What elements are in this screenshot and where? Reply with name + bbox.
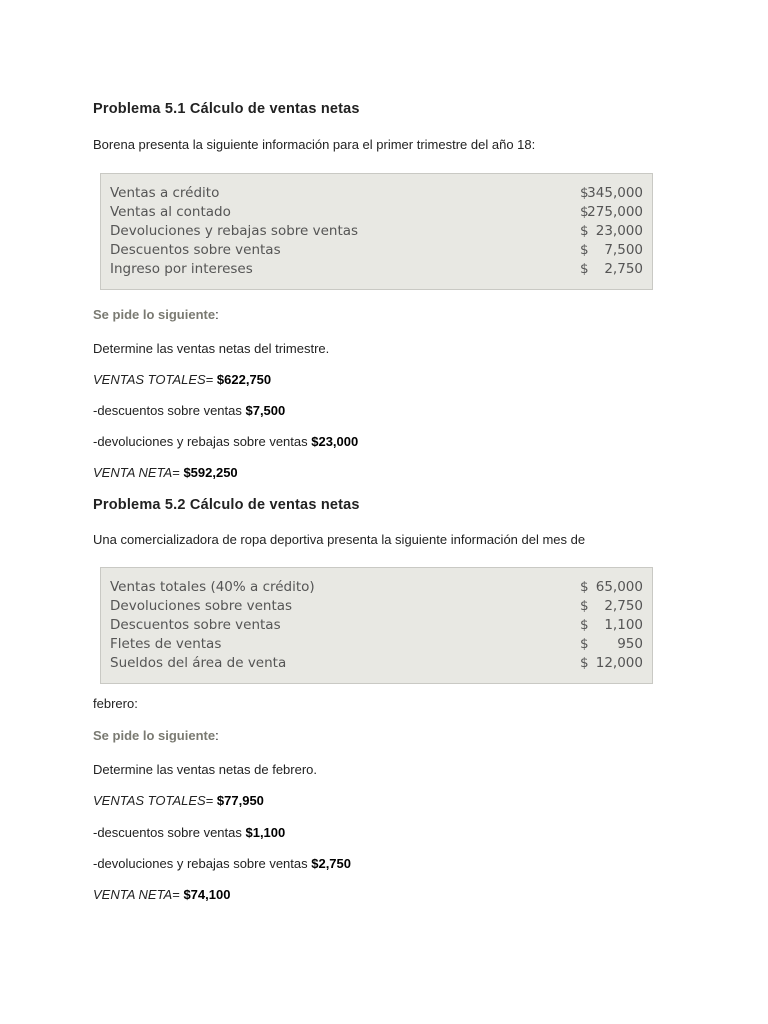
row-currency: $ [580, 636, 589, 652]
totales-value: $77,950 [216, 793, 264, 808]
equals-sign: = [205, 372, 217, 387]
table-row [110, 617, 643, 636]
ask-label: Se pide lo siguiente [93, 307, 216, 322]
equals-sign: = [172, 887, 184, 902]
totales-label: VENTAS TOTALES [93, 372, 206, 387]
row-label: Ventas al contado [110, 204, 231, 220]
row-currency: $ [580, 185, 589, 201]
devoluciones-value: $23,000 [311, 434, 359, 449]
row-label: Fletes de ventas [110, 636, 222, 652]
table-row [110, 204, 643, 223]
row-label: Ventas totales (40% a crédito) [110, 579, 315, 595]
row-label: Ventas a crédito [110, 185, 220, 201]
problem-2-ask-heading [93, 728, 219, 743]
devoluciones-value: $2,750 [311, 856, 351, 871]
row-amount: 950 [617, 636, 643, 652]
problem-1-venta-neta [93, 465, 238, 480]
row-amount: 23,000 [595, 223, 643, 239]
problem-2-descuentos [93, 825, 285, 840]
problem-1-devoluciones [93, 434, 358, 449]
row-amount: 2,750 [604, 598, 643, 614]
problem-2-title: Problema 5.2 Cálculo de ventas netas [93, 497, 360, 513]
table-row [110, 242, 643, 261]
problem-2-intro: Una comercializadora de ropa deportiva presenta la siguiente información del mes de [93, 532, 586, 547]
row-amount: 7,500 [604, 242, 643, 258]
table-row [110, 261, 643, 280]
problem-2-venta-neta [93, 887, 230, 902]
row-label: Descuentos sobre ventas [110, 617, 281, 633]
problem-1-question: Determine las ventas netas del trimestre. [93, 341, 330, 356]
problem-1-title: Problema 5.1 Cálculo de ventas netas [93, 101, 360, 117]
problem-2-intro-continued: febrero: [93, 696, 138, 711]
neta-value: $74,100 [183, 887, 231, 902]
row-amount: 12,000 [595, 655, 643, 671]
problem-1-ask-heading [93, 307, 219, 322]
row-label: Ingreso por intereses [110, 261, 253, 277]
row-currency: $ [580, 579, 589, 595]
table-row [110, 223, 643, 242]
problem-2-data-table [100, 567, 653, 684]
problem-1-data-table [100, 173, 653, 290]
problem-1-intro: Borena presenta la siguiente información para el primer trimestre del año 18: [93, 137, 536, 152]
table-row [110, 185, 643, 204]
problem-1-ventas-totales [93, 372, 271, 387]
problem-1-descuentos [93, 403, 285, 418]
row-label: Devoluciones y rebajas sobre ventas [110, 223, 359, 239]
row-currency: $ [580, 617, 589, 633]
row-amount: 1,100 [604, 617, 643, 633]
row-label: Descuentos sobre ventas [110, 242, 281, 258]
equals-sign: = [205, 793, 217, 808]
row-amount: 345,000 [587, 185, 643, 201]
row-amount: 2,750 [604, 261, 643, 277]
row-currency: $ [580, 261, 589, 277]
descuentos-value: $7,500 [245, 403, 286, 418]
row-amount: 65,000 [595, 579, 643, 595]
row-currency: $ [580, 655, 589, 671]
problem-2-ventas-totales [93, 793, 264, 808]
table-row [110, 579, 643, 598]
descuentos-label: -descuentos sobre ventas [93, 825, 246, 840]
problem-2-devoluciones [93, 856, 351, 871]
row-label: Devoluciones sobre ventas [110, 598, 293, 614]
totales-label: VENTAS TOTALES [93, 793, 206, 808]
descuentos-label: -descuentos sobre ventas [93, 403, 246, 418]
row-label: Sueldos del área de venta [110, 655, 287, 671]
table-row [110, 598, 643, 617]
problem-2-question: Determine las ventas netas de febrero. [93, 762, 318, 777]
row-amount: 275,000 [587, 204, 643, 220]
totales-value: $622,750 [216, 372, 272, 387]
ask-colon: : [215, 728, 219, 743]
row-currency: $ [580, 242, 589, 258]
devoluciones-label: -devoluciones y rebajas sobre ventas [93, 856, 312, 871]
table-row [110, 636, 643, 655]
neta-label: VENTA NETA [93, 887, 173, 902]
table-row [110, 655, 643, 674]
descuentos-value: $1,100 [245, 825, 286, 840]
neta-value: $592,250 [183, 465, 238, 480]
ask-colon: : [215, 307, 219, 322]
neta-label: VENTA NETA [93, 465, 173, 480]
row-currency: $ [580, 598, 589, 614]
equals-sign: = [172, 465, 184, 480]
devoluciones-label: -devoluciones y rebajas sobre ventas [93, 434, 312, 449]
row-currency: $ [580, 204, 589, 220]
row-currency: $ [580, 223, 589, 239]
ask-label: Se pide lo siguiente [93, 728, 216, 743]
